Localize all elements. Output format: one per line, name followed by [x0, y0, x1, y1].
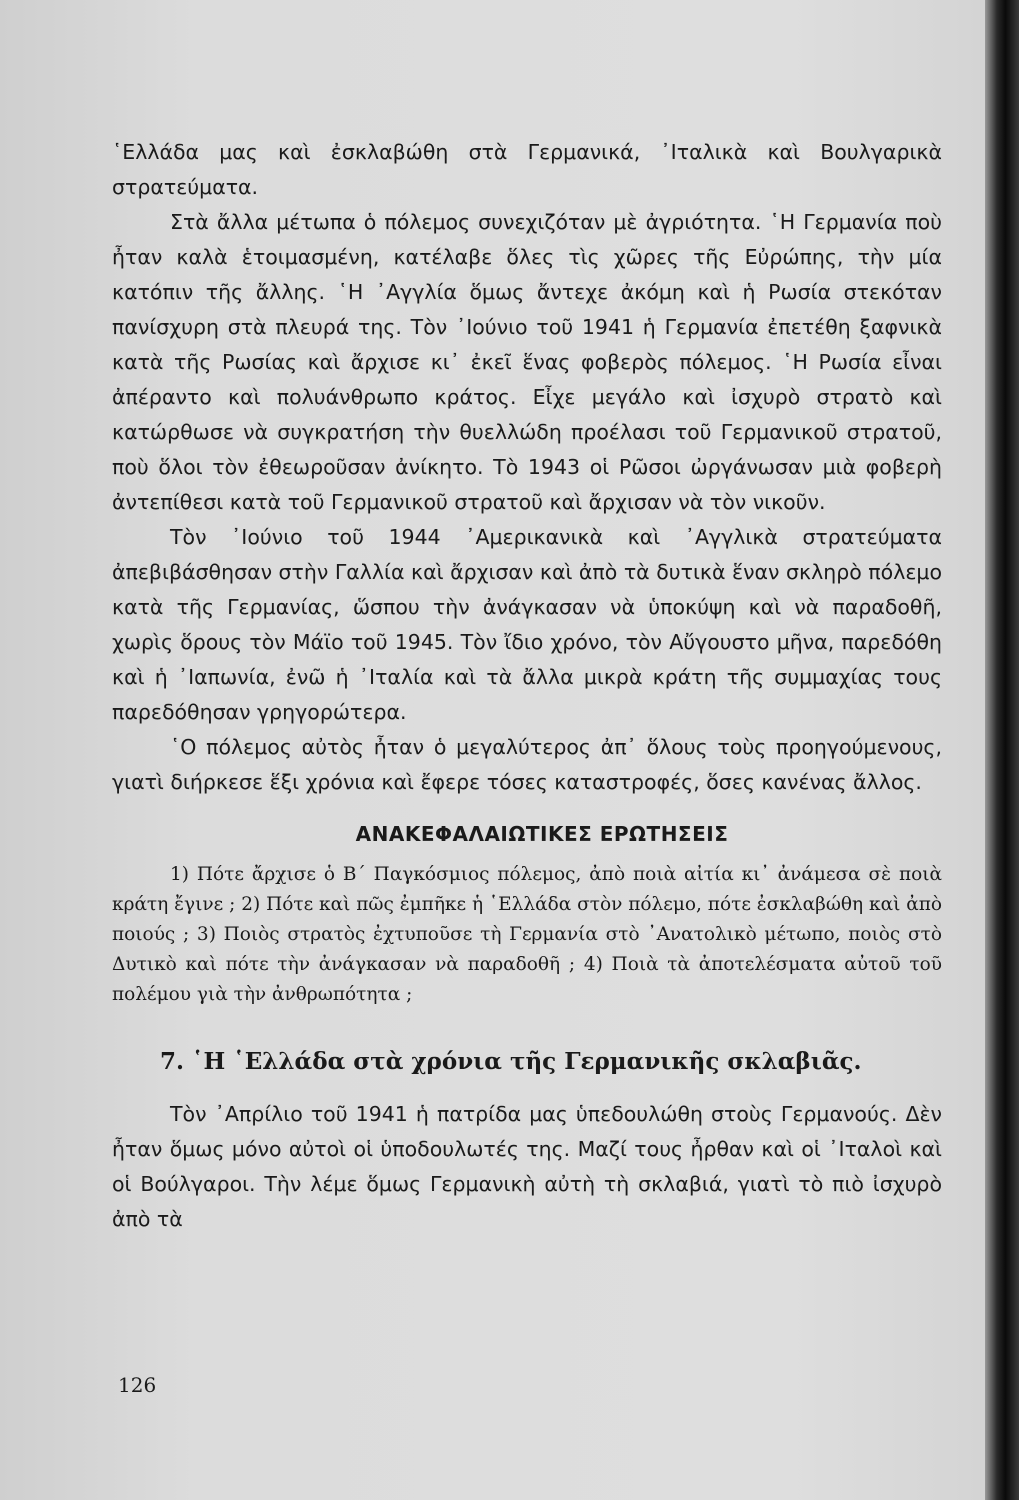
review-questions-text: 1) Πότε ἄρχισε ὁ Β΄ Παγκόσμιος πόλεμος, ἀπὸ ποιὰ αἰτία κι᾿ ἀνάμεσα σὲ ποιὰ κράτη ἔγινε ; 2) Πότε καὶ πῶς ἐμπῆκε ἡ ῾Ελλάδα στὸν πόλεμο, πότε ἐσκλαβώθη καὶ ἀπὸ ποιούς ; 3) Ποιὸς στρατὸς ἐχτυποῦσε τὴ Γερμανία στὸ ᾿Ανατολικὸ μέτωπο, ποιὸς στὸ Δυτικὸ καὶ πότε τὴν ἀνάγκασαν νὰ παραδοθῆ ; 4) Ποιὰ τὰ ἀποτελέσματα αὐτοῦ τοῦ πολέμου γιὰ τὴν ἀνθρωπότητα ;	[112, 864, 942, 1005]
section-paragraph: Τὸν ᾿Απρίλιο τοῦ 1941 ἡ πατρίδα μας ὑπεδουλώθη στοὺς Γερμανούς. Δὲν ἦταν ὅμως μόνο αὐτοὶ οἱ ὑποδουλωτές της. Μαζί τους ἦρθαν καὶ οἱ ᾿Ιταλοὶ καὶ οἱ Βούλγαροι. Τὴν λέμε ὅμως Γερμανικὴ αὐτὴ τὴ σκλαβιά, γιατὶ τὸ πιὸ ἰσχυρὸ ἀπὸ τὰ	[112, 1102, 942, 1231]
text-column	[112, 135, 942, 1237]
page-number: 126	[118, 1373, 157, 1397]
paragraph-war-summary: ῾Ο πόλεμος αὐτὸς ἦταν ὁ μεγαλύτερος ἀπ᾿ ὅλους τοὺς προηγούμενους, γιατὶ διήρκεσε ἕξι χρόνια καὶ ἔφερε τόσες καταστροφές, ὅσες κανένας ἄλλος.	[112, 735, 942, 794]
paragraph-western-front: Τὸν ᾿Ιούνιο τοῦ 1944 ᾿Αμερικανικὰ καὶ ᾿Αγγλικὰ στρατεύματα ἀπεβιβάσθησαν στὴν Γαλλία καὶ ἄρχισαν καὶ ἀπὸ τὰ δυτικὰ ἕναν σκληρὸ πόλεμο κατὰ τῆς Γερμανίας, ὥσπου τὴν ἀνάγκασαν νὰ ὑποκύψη καὶ νὰ παραδοθῆ, χωρὶς ὅρους τὸν Μάϊο τοῦ 1945. Τὸν ἴδιο χρόνο, τὸν Αὔγουστο μῆνα, παρεδόθη καὶ ἡ ᾿Ιαπωνία, ἐνῶ ἡ ᾿Ιταλία καὶ τὰ ἄλλα μικρὰ κράτη τῆς συμμαχίας τους παρεδόθησαν γρηγορώτερα.	[112, 525, 942, 724]
paragraph-eastern-front: Στὰ ἄλλα μέτωπα ὁ πόλεμος συνεχιζόταν μὲ ἀγριότητα. ῾Η Γερμανία ποὺ ἦταν καλὰ ἑτοιμασμένη, κατέλαβε ὅλες τὶς χῶρες τῆς Εὐρώπης, τὴν μία κατόπιν τῆς ἄλλης. ῾Η ᾿Αγγλία ὅμως ἄντεχε ἀκόμη καὶ ἡ Ρωσία στεκόταν πανίσχυρη στὰ πλευρά της. Τὸν ᾿Ιούνιο τοῦ 1941 ἡ Γερμανία ἐπετέθη ξαφνικὰ κατὰ τῆς Ρωσίας καὶ ἄρχισε κι᾿ ἐκεῖ ἕνας φοβερὸς πόλεμος. ῾Η Ρωσία εἶναι ἀπέραντο καὶ πολυάνθρωπο κράτος. Εἶχε μεγάλο καὶ ἰσχυρὸ στρατὸ καὶ κατώρθωσε νὰ συγκρατήση τὴν θυελλώδη προέλασι τοῦ Γερμανικοῦ στρατοῦ, ποὺ ὅλοι τὸν ἐθεωροῦσαν ἀνίκητο. Τὸ 1943 οἱ Ρῶσοι ὠργάνωσαν μιὰ φοβερὴ ἀντεπίθεσι κατὰ τοῦ Γερμανικοῦ στρατοῦ καὶ ἄρχισαν νὰ τὸν νικοῦν.	[112, 210, 942, 514]
book-spine	[985, 0, 1019, 1500]
review-questions-heading: ΑΝΑΚΕΦΑΛΑΙΩΤΙΚΕΣ ΕΡΩΤΗΣΕΙΣ	[355, 822, 729, 846]
paragraph-continuation: ῾Ελλάδα μας καὶ ἐσκλαβώθη στὰ Γερμανικά, ᾿Ιταλικὰ καὶ Βουλγαρικὰ στρατεύματα.	[112, 140, 942, 199]
review-questions	[112, 860, 942, 1010]
section-title: 7. ῾Η ῾Ελλάδα στὰ χρόνια τῆς Γερμανικῆς σκλαβιᾶς.	[160, 1048, 862, 1075]
